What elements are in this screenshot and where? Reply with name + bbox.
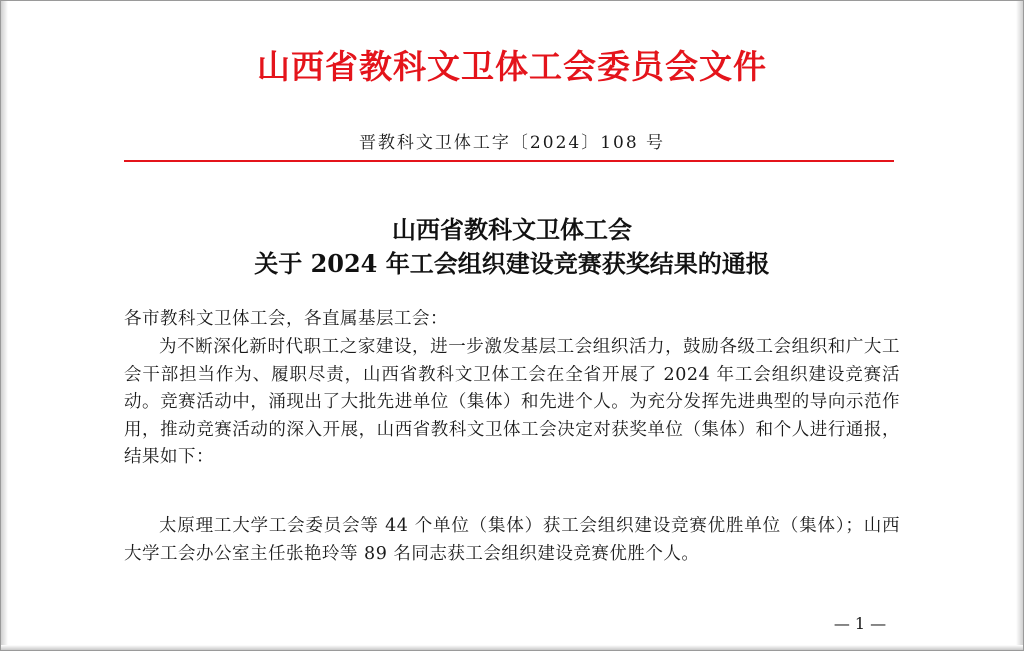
body-paragraph-2 [124,513,900,568]
document-masthead: 山西省教科文卫体工会委员会文件 [257,47,767,86]
salutation: 各市教科文卫体工会，各直属基层工会： [124,309,448,329]
document-title-line-1: 山西省教科文卫体工会 [392,215,632,244]
red-divider-line [124,160,894,162]
page-number: — 1 — [833,614,887,633]
document-title-line-2: 关于 2024 年工会组织建设竞赛获奖结果的通报 [254,249,770,278]
body-paragraph-1 [124,334,900,472]
document-number: 晋教科文卫体工字〔2024〕108 号 [358,133,666,153]
paragraph-text: 太原理工大学工会委员会等 44 个单位（集体）获工会组织建设竞赛优胜单位（集体）；山西大学工会办公室主任张艳玲等 89 名同志获工会组织建设竞赛优胜个人。 [124,516,900,564]
paragraph-text: 为不断深化新时代职工之家建设，进一步激发基层工会组织活力，鼓励各级工会组织和广大工会干部担当作为、履职尽责，山西省教科文卫体工会在全省开展了 2024 年工会组织建设竞赛活动。竞赛活动中，涌现出了大批先进单位（集体）和先进个人。为充分发挥先进典型的导向示范作用，推动竞赛活动的深入开展，山西省教科文卫体工会决定对获奖单位（集体）和个人进行通报，结果如下： [124,337,900,468]
